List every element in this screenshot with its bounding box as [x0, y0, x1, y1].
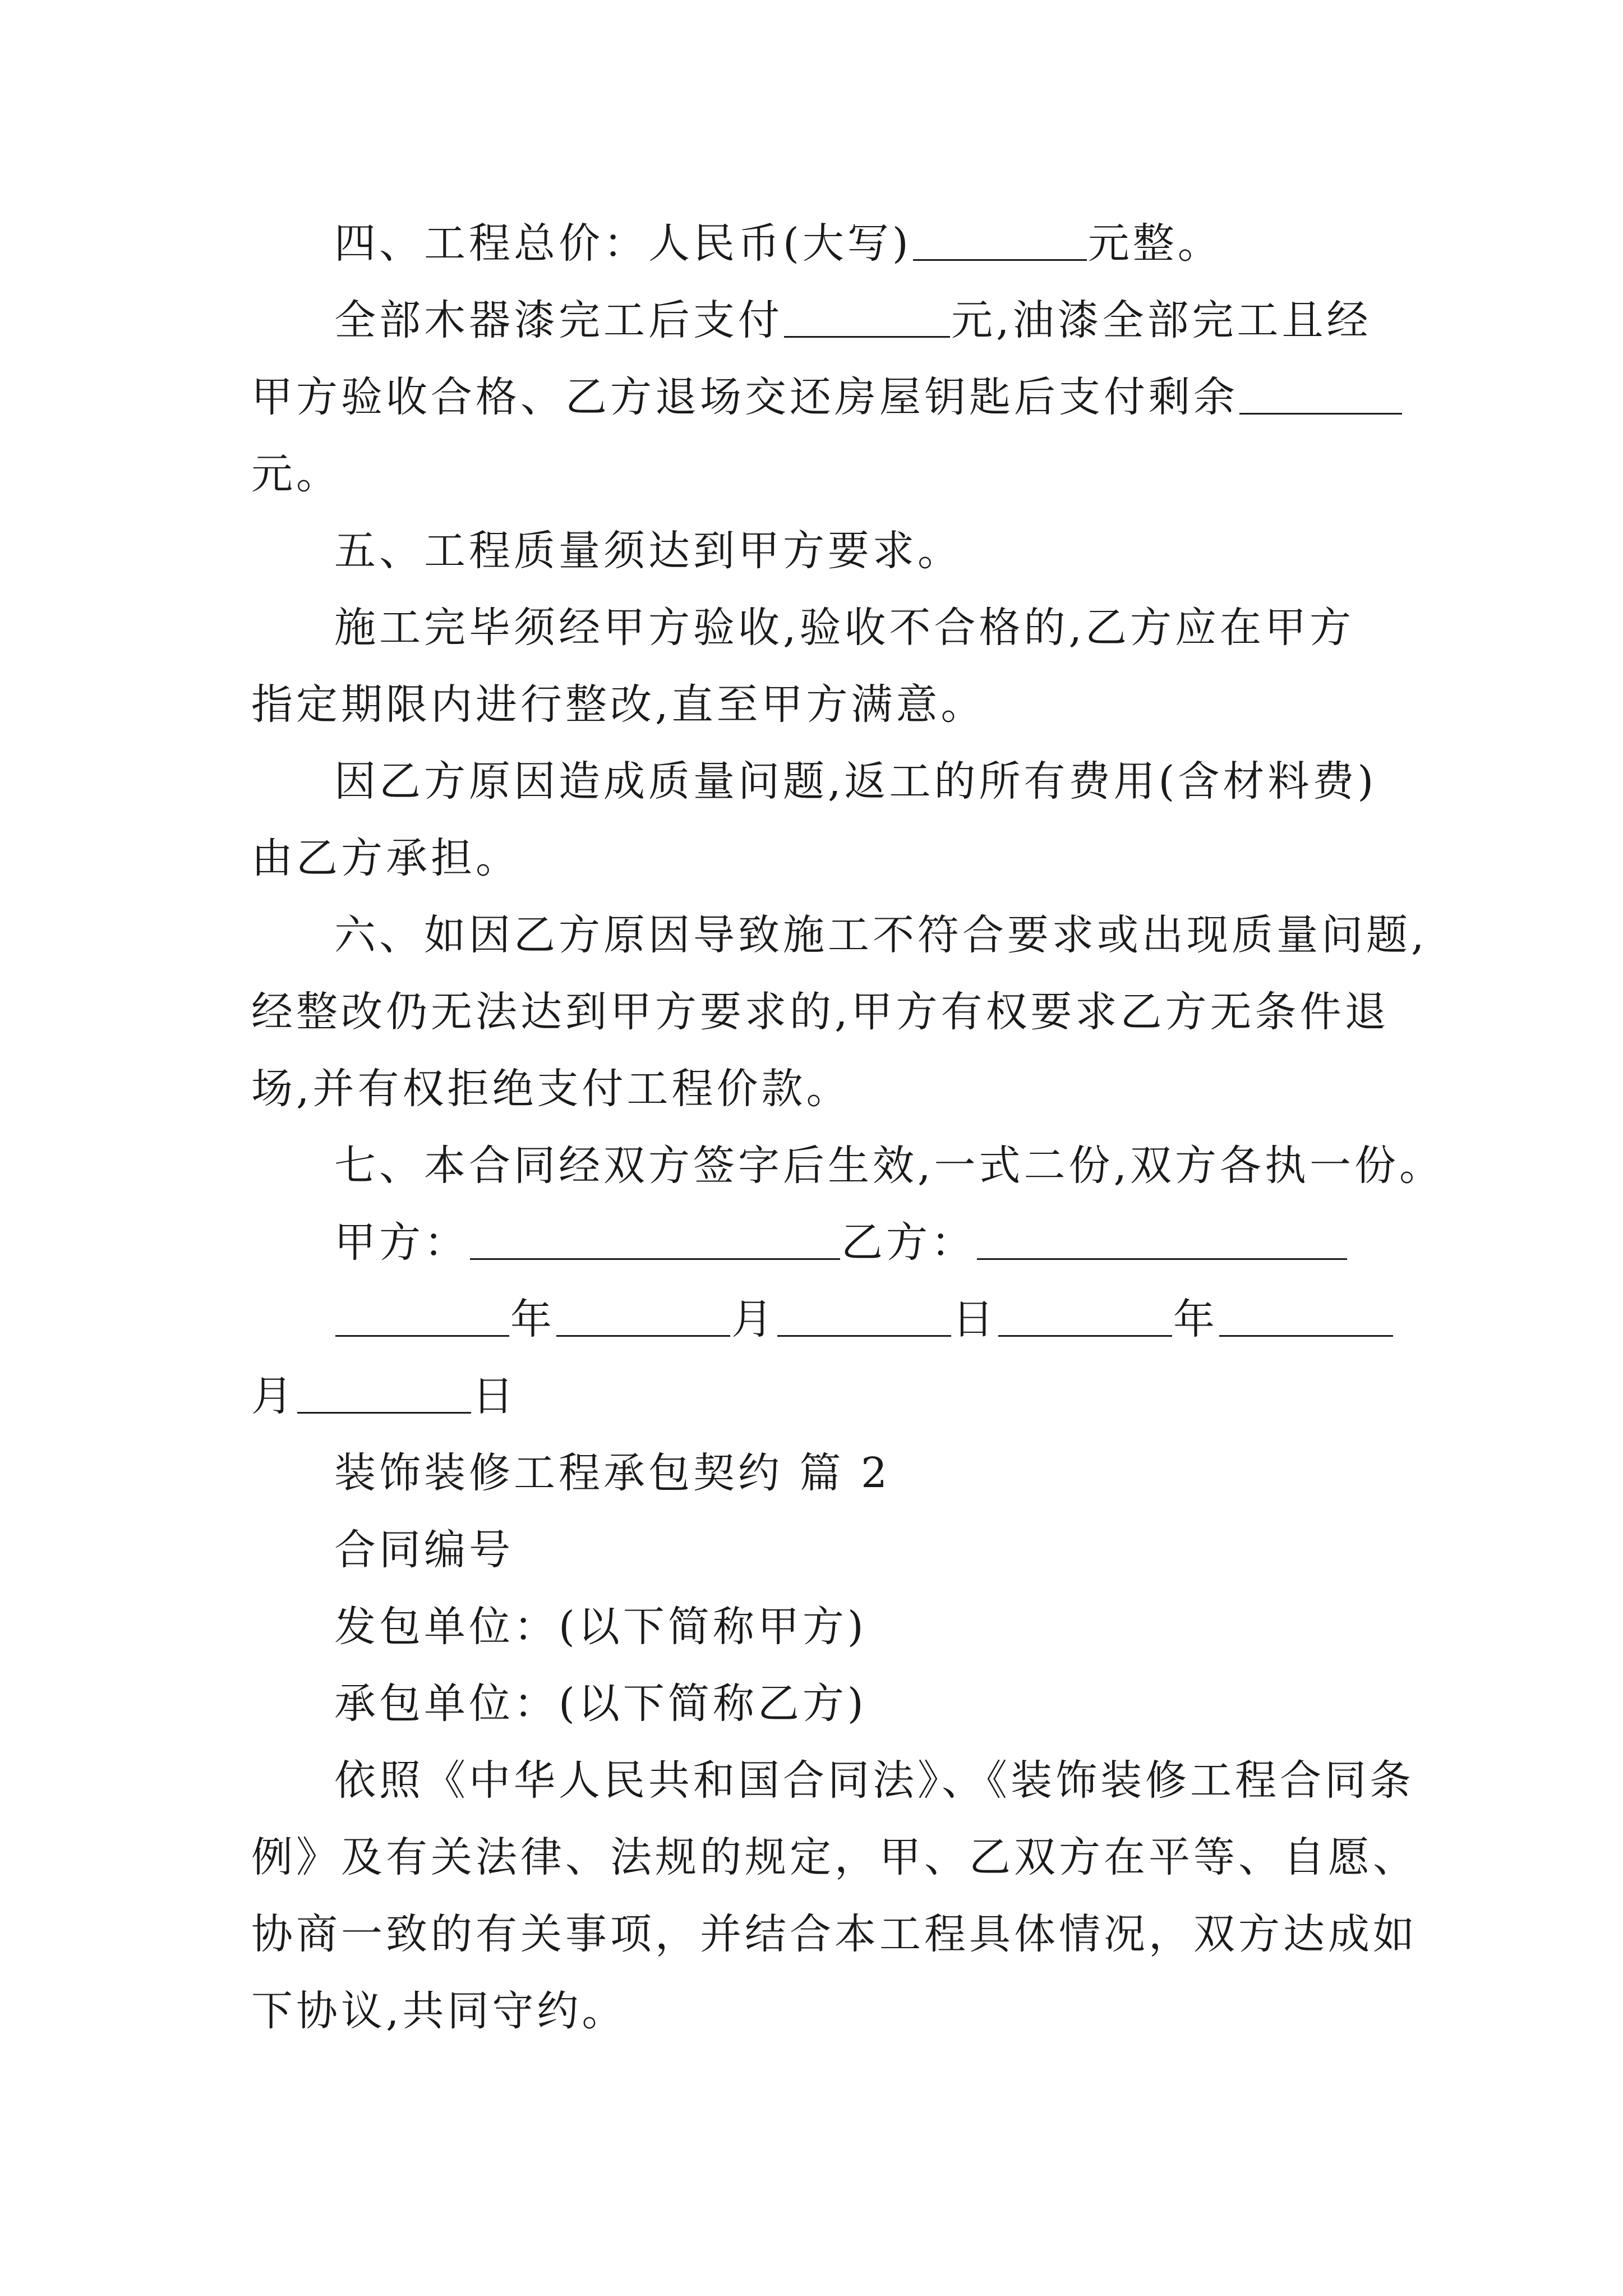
text-yuan-whole: 元整。 [1087, 219, 1223, 268]
blank-payment-amount-2[interactable] [1239, 371, 1402, 415]
blank-month-1[interactable] [556, 1294, 730, 1337]
label-month-2: 月 [251, 1372, 296, 1420]
date-row-2 [251, 1358, 1395, 1435]
paragraph-rework-line-2 [251, 820, 1395, 897]
section-title [251, 1435, 1395, 1512]
paragraph-rework-line-1 [251, 743, 1395, 820]
client-unit [251, 1589, 1395, 1665]
blank-year-1[interactable] [335, 1294, 509, 1337]
paragraph-clause-7 [251, 1128, 1445, 1204]
text-clause-7: 七、本合同经双方签字后生效,一式二份,双方各执一份。 [334, 1142, 1445, 1190]
text-section-title: 装饰装修工程承包契约 篇 2 [334, 1449, 891, 1497]
text-quality-heading: 五、工程质量须达到甲方要求。 [334, 527, 962, 575]
label-month-1: 月 [731, 1295, 776, 1343]
label-party-b: 乙方： [841, 1218, 976, 1267]
paragraph-basis-line-1 [251, 1742, 1414, 1819]
label-day-2: 日 [472, 1372, 517, 1420]
paragraph-clause-6-line-1 [251, 897, 1428, 974]
paragraph-inspection-line-1 [251, 590, 1395, 666]
label-year-1: 年 [510, 1295, 555, 1343]
text-inspection-1: 施工完毕须经甲方验收,验收不合格的,乙方应在甲方 [334, 604, 1355, 652]
text-clause-6-3: 场,并有权拒绝支付工程价款。 [251, 1065, 851, 1113]
paragraph-clause-6-line-2 [251, 974, 1395, 1051]
text-clause-6-2: 经整改仍无法达到甲方要求的,甲方有权要求乙方无条件退 [251, 988, 1390, 1036]
text-contract-number: 合同编号 [334, 1526, 514, 1574]
text-clause-6-1: 六、如因乙方原因导致施工不符合要求或出现质量问题, [334, 911, 1428, 959]
paragraph-inspection-line-2 [251, 666, 1395, 743]
paragraph-total-price [251, 205, 1395, 282]
blank-day-2[interactable] [297, 1370, 471, 1414]
blank-day-1[interactable] [777, 1294, 951, 1337]
text-rework-2: 由乙方承担。 [251, 834, 520, 882]
contractor-unit [251, 1665, 1395, 1742]
blank-month-2[interactable] [1219, 1294, 1393, 1337]
label-party-a: 甲方： [334, 1218, 469, 1267]
paragraph-payment-line-2 [251, 359, 1395, 436]
blank-year-2[interactable] [998, 1294, 1172, 1337]
blank-party-b-signature[interactable] [977, 1217, 1347, 1260]
text-basis-4: 下协议,共同守约。 [251, 1987, 627, 2035]
paragraph-basis-line-3 [251, 1896, 1418, 1973]
paragraph-basis-line-4 [251, 1973, 1395, 2050]
text-basis-1: 依照《中华人民共和国合同法》、《装饰装修工程合同条 [334, 1756, 1414, 1805]
paragraph-payment-line-3 [251, 436, 1395, 513]
text-basis-3: 协商一致的有关事项，并结合本工程具体情况，双方达成如 [251, 1910, 1418, 1958]
paragraph-payment-line-1 [251, 282, 1395, 359]
text-client-unit: 发包单位：(以下简称甲方) [334, 1603, 867, 1651]
paragraph-clause-6-line-3 [251, 1051, 1395, 1128]
text-total-price: 四、工程总价：人民币(大写) [334, 219, 912, 268]
text-basis-2: 例》及有关法律、法规的规定，甲、乙双方在平等、自愿、 [251, 1833, 1418, 1881]
text-yuan: 元。 [251, 450, 341, 498]
contract-number [251, 1512, 1395, 1589]
text-contractor-unit: 承包单位：(以下简称乙方) [334, 1680, 867, 1728]
blank-payment-amount-1[interactable] [784, 295, 950, 338]
text-payment-paint: 元,油漆全部完工且经 [951, 296, 1372, 344]
paragraph-basis-line-2 [251, 1819, 1418, 1896]
document-body [251, 205, 1445, 2050]
blank-party-a-signature[interactable] [470, 1217, 840, 1260]
text-payment-after-wood: 全部木器漆完工后支付 [334, 296, 783, 344]
label-day-1: 日 [952, 1295, 997, 1343]
date-row-1 [251, 1281, 1395, 1358]
text-payment-remaining: 甲方验收合格、乙方退场交还房屋钥匙后支付剩余 [251, 373, 1238, 421]
text-inspection-2: 指定期限内进行整改,直至甲方满意。 [251, 680, 986, 729]
blank-amount-uppercase[interactable] [913, 218, 1087, 261]
paragraph-quality [251, 513, 1395, 590]
text-rework-1: 因乙方原因造成质量问题,返工的所有费用(含材料费) [334, 757, 1377, 806]
signature-row [251, 1204, 1395, 1281]
label-year-2: 年 [1173, 1295, 1218, 1343]
